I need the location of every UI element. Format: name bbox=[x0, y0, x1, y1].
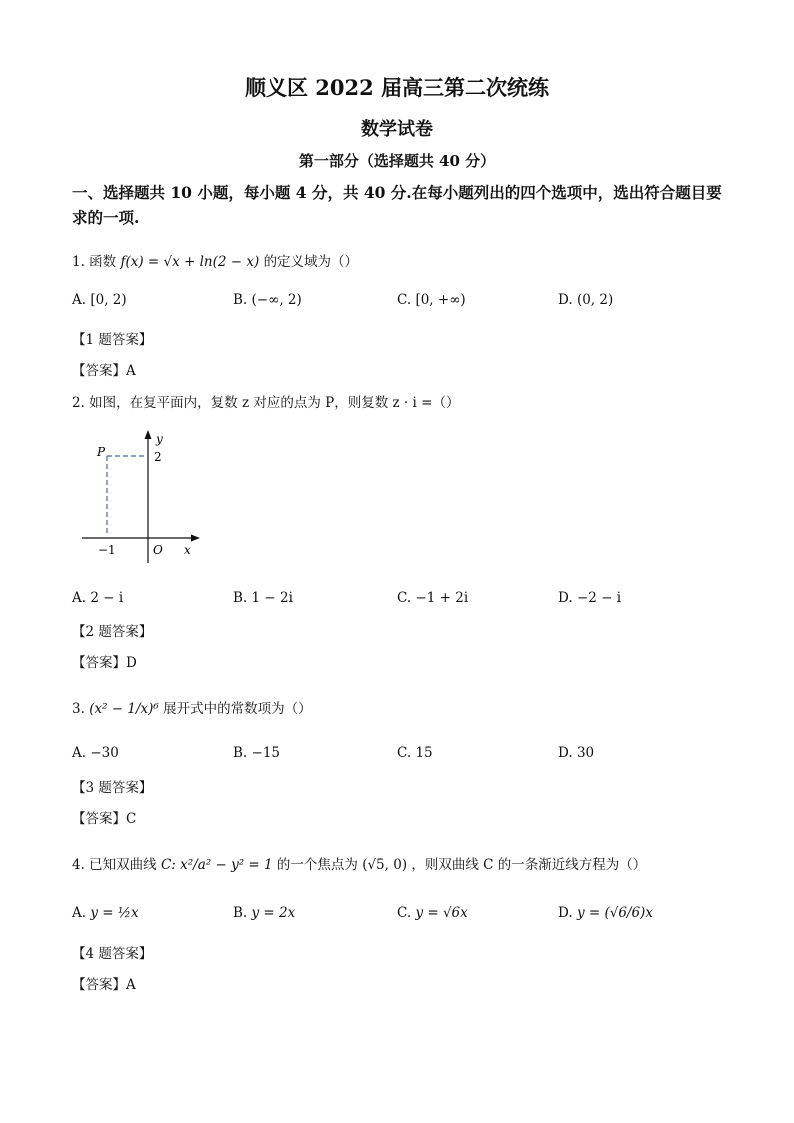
question-4-stem bbox=[72, 853, 646, 873]
question-4-option-d bbox=[558, 905, 653, 921]
option-letter: D. bbox=[558, 905, 573, 921]
option-value: 1 − 2i bbox=[251, 590, 293, 606]
question-3-stem bbox=[72, 697, 312, 717]
question-2-option-b bbox=[233, 590, 293, 606]
option-value: 15 bbox=[415, 745, 433, 761]
question-3-option-d bbox=[558, 745, 594, 761]
question-2-stem: 2. 如图，在复平面内，复数 z 对应的点为 P，则复数 z · i =（） bbox=[72, 395, 460, 411]
y-axis-label: y bbox=[156, 432, 163, 446]
option-value: y = (√6/6)x bbox=[576, 905, 653, 921]
question-2-option-a bbox=[72, 590, 123, 606]
y-tick-label: 2 bbox=[154, 450, 162, 464]
question-2-option-c bbox=[397, 590, 468, 606]
option-letter: A. bbox=[72, 745, 87, 761]
question-4-point: (√5, 0) bbox=[362, 857, 408, 873]
option-value: (0, 2) bbox=[576, 292, 614, 308]
option-value: −15 bbox=[251, 745, 281, 761]
page-title: 顺义区 2022 届高三第二次统练 bbox=[244, 75, 550, 100]
page-subtitle: 数学试卷 bbox=[361, 119, 433, 140]
question-3-math: (x² − 1/x)⁶ bbox=[89, 701, 159, 717]
question-1-option-a bbox=[72, 292, 127, 308]
question-4-option-b bbox=[233, 905, 295, 921]
option-value: y = ½x bbox=[90, 905, 139, 921]
option-letter: D. bbox=[558, 745, 573, 761]
x-tick-label: −1 bbox=[98, 543, 116, 557]
complex-plane-figure bbox=[78, 428, 208, 568]
section-instructions: 一、选择题共 10 小题，每小题 4 分，共 40 分.在每小题列出的四个选项中，选出符合题目要求的一项. bbox=[72, 183, 722, 227]
option-value: 30 bbox=[576, 745, 595, 761]
question-3-answer-tag: 【3 题答案】 bbox=[72, 780, 153, 796]
option-letter: B. bbox=[233, 905, 248, 921]
part-heading: 第一部分（选择题共 40 分） bbox=[298, 152, 496, 170]
option-letter: D. bbox=[558, 292, 573, 308]
question-3-option-a bbox=[72, 745, 119, 761]
option-value: [0, +∞) bbox=[415, 292, 466, 308]
option-value: −2 − i bbox=[576, 590, 622, 606]
question-1-math: f(x) = √x + ln(2 − x) bbox=[120, 254, 260, 270]
option-letter: A. bbox=[72, 292, 87, 308]
question-3-prefix: 3. bbox=[72, 701, 85, 717]
option-letter: C. bbox=[397, 292, 412, 308]
option-letter: A. bbox=[72, 590, 87, 606]
question-1-answer-tag: 【1 题答案】 bbox=[72, 332, 153, 348]
question-1-prefix: 1. 函数 bbox=[72, 254, 117, 270]
question-3-suffix: 展开式中的常数项为（） bbox=[163, 701, 312, 717]
x-axis-arrow bbox=[191, 535, 200, 542]
question-1-answer: 【答案】A bbox=[72, 363, 136, 379]
question-1-suffix: 的定义域为（） bbox=[263, 254, 359, 270]
question-4-option-c bbox=[397, 905, 468, 921]
question-2-answer-tag: 【2 题答案】 bbox=[72, 624, 153, 640]
question-3-option-b bbox=[233, 745, 280, 761]
question-4-suffix: ，则双曲线 C 的一条渐近线方程为（） bbox=[411, 857, 647, 873]
point-p-label: P bbox=[97, 445, 106, 459]
question-4-mid: 的一个焦点为 bbox=[276, 857, 358, 873]
option-value: −1 + 2i bbox=[415, 590, 469, 606]
option-value: 2 − i bbox=[90, 590, 124, 606]
question-3-option-c bbox=[397, 745, 433, 761]
option-letter: B. bbox=[233, 745, 248, 761]
option-value: y = √6x bbox=[415, 905, 468, 921]
question-4-prefix: 4. 已知双曲线 bbox=[72, 857, 157, 873]
origin-label: O bbox=[153, 543, 163, 557]
option-letter: C. bbox=[397, 590, 412, 606]
question-1-option-d bbox=[558, 292, 613, 308]
option-letter: C. bbox=[397, 905, 412, 921]
question-2-option-d bbox=[558, 590, 621, 606]
question-1-option-b bbox=[233, 292, 302, 308]
question-3-answer: 【答案】C bbox=[72, 811, 137, 827]
question-4-answer-tag: 【4 题答案】 bbox=[72, 946, 153, 962]
option-letter: A. bbox=[72, 905, 87, 921]
option-letter: B. bbox=[233, 292, 248, 308]
question-1-option-c bbox=[397, 292, 466, 308]
option-letter: D. bbox=[558, 590, 573, 606]
option-letter: C. bbox=[397, 745, 412, 761]
option-value: −30 bbox=[90, 745, 119, 761]
y-axis-arrow bbox=[145, 430, 152, 439]
option-value: [0, 2) bbox=[90, 292, 127, 308]
question-4-answer: 【答案】A bbox=[72, 977, 136, 993]
question-1-stem bbox=[72, 250, 358, 270]
question-2-answer: 【答案】D bbox=[72, 655, 137, 671]
option-value: (−∞, 2) bbox=[251, 292, 302, 308]
option-value: y = 2x bbox=[251, 905, 296, 921]
x-axis-label: x bbox=[184, 543, 191, 557]
option-letter: B. bbox=[233, 590, 248, 606]
question-4-option-a bbox=[72, 905, 139, 921]
question-4-math: C: x²/a² − y² = 1 bbox=[160, 857, 273, 873]
